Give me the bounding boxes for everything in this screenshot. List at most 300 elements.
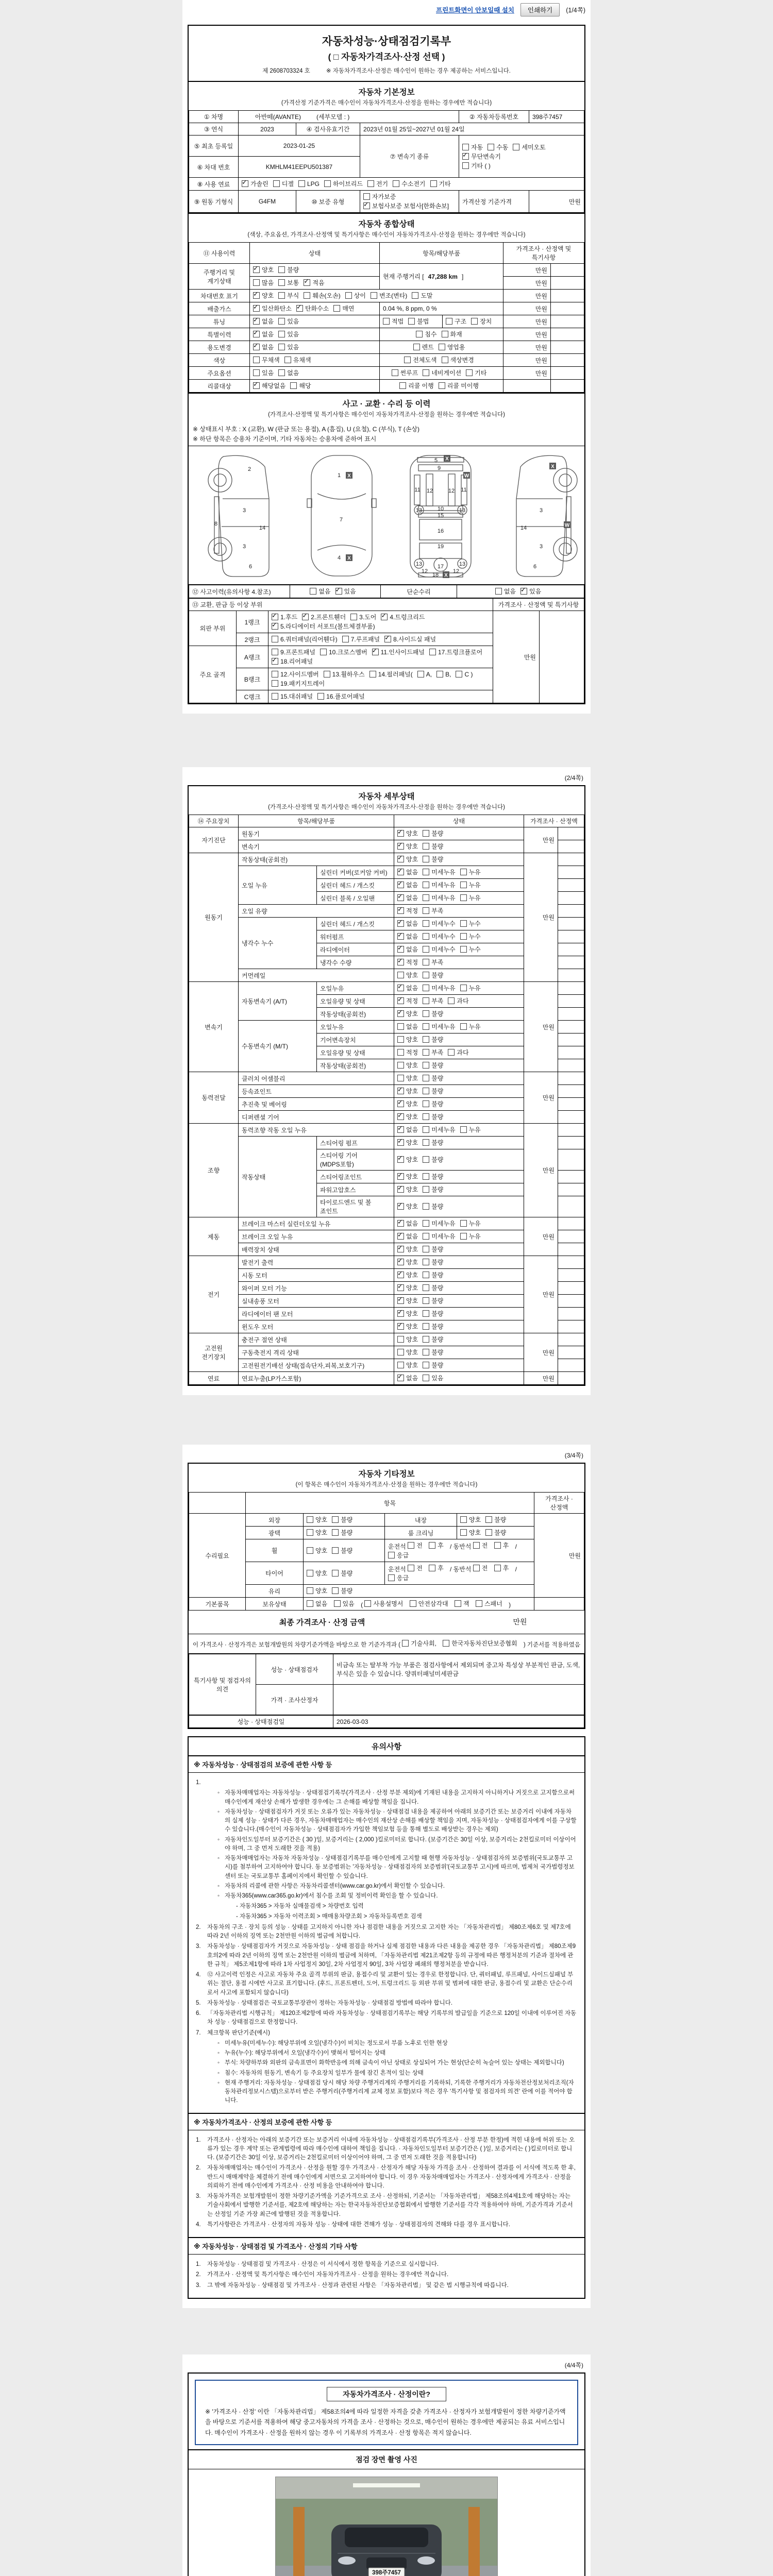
checkbox-option[interactable] [423,958,443,967]
unchecked-checkbox-icon[interactable] [423,959,429,965]
checkbox-option[interactable] [397,1322,418,1331]
checkbox-option[interactable] [413,343,434,351]
checkbox-option[interactable] [397,829,418,838]
unchecked-checkbox-icon[interactable] [404,357,411,363]
checkbox-option[interactable] [429,1564,444,1572]
checkbox-option[interactable] [423,1322,443,1331]
unchecked-checkbox-icon[interactable] [332,1587,339,1594]
checkbox-option[interactable] [278,330,299,338]
unchecked-checkbox-icon[interactable] [423,1297,429,1304]
checked-checkbox-icon[interactable] [397,1272,404,1278]
unchecked-checkbox-icon[interactable] [423,1100,429,1107]
checkbox-option[interactable] [473,1541,488,1550]
unchecked-checkbox-icon[interactable] [494,1542,501,1549]
unchecked-checkbox-icon[interactable] [423,1062,429,1069]
unchecked-checkbox-icon[interactable] [408,318,415,325]
checkbox-option[interactable] [335,587,356,596]
checkbox-option[interactable] [412,291,432,300]
checkbox-option[interactable] [408,1541,423,1550]
checked-checkbox-icon[interactable] [397,1010,404,1017]
checkbox-option[interactable] [388,1551,409,1560]
checkbox-option[interactable] [455,1599,469,1608]
checkbox-option[interactable] [460,919,481,928]
checkbox-option[interactable] [332,1586,352,1595]
checkbox-option[interactable] [397,880,418,889]
unchecked-checkbox-icon[interactable] [397,1349,404,1355]
checkbox-option[interactable] [278,291,299,300]
checkbox-option[interactable] [423,855,443,863]
checkbox-option[interactable] [324,670,365,679]
checked-checkbox-icon[interactable] [397,1088,404,1094]
unchecked-checkbox-icon[interactable] [298,180,305,187]
unchecked-checkbox-icon[interactable] [462,162,469,169]
checkbox-option[interactable] [320,648,367,656]
checked-checkbox-icon[interactable] [397,856,404,862]
checked-checkbox-icon[interactable] [242,180,248,187]
unchecked-checkbox-icon[interactable] [423,1186,429,1193]
checkbox-option[interactable] [397,958,418,967]
checkbox-option[interactable] [397,945,418,954]
checkbox-option[interactable] [397,971,418,979]
checkbox-option[interactable] [332,1515,352,1524]
checkbox-option[interactable] [324,179,363,188]
checkbox-option[interactable] [423,919,455,928]
unchecked-checkbox-icon[interactable] [460,1516,467,1523]
checked-checkbox-icon[interactable] [397,933,404,940]
checkbox-option[interactable] [460,880,481,889]
checkbox-option[interactable] [423,1202,443,1211]
unchecked-checkbox-icon[interactable] [423,907,429,914]
checked-checkbox-icon[interactable] [253,344,260,350]
checkbox-option[interactable] [423,893,455,902]
unchecked-checkbox-icon[interactable] [423,972,429,978]
checkbox-option[interactable] [439,381,479,390]
checkbox-option[interactable] [253,343,274,351]
checkbox-option[interactable] [462,152,501,161]
checked-checkbox-icon[interactable] [397,959,404,965]
checkbox-option[interactable] [460,1528,481,1537]
checkbox-option[interactable] [332,1569,352,1578]
unchecked-checkbox-icon[interactable] [423,1349,429,1355]
checkbox-option[interactable] [397,1074,418,1082]
checkbox-option[interactable] [253,381,285,390]
checked-checkbox-icon[interactable] [397,1126,404,1133]
unchecked-checkbox-icon[interactable] [383,318,390,325]
checkbox-option[interactable] [272,648,315,656]
checkbox-option[interactable] [430,179,451,188]
checked-checkbox-icon[interactable] [397,894,404,901]
checkbox-option[interactable] [242,179,268,188]
unchecked-checkbox-icon[interactable] [460,882,467,888]
checkbox-option[interactable] [460,932,481,941]
checked-checkbox-icon[interactable] [397,1220,404,1227]
checkbox-option[interactable] [397,1219,418,1228]
unchecked-checkbox-icon[interactable] [476,1600,482,1607]
checkbox-option[interactable] [253,304,292,313]
unchecked-checkbox-icon[interactable] [408,1565,414,1571]
unchecked-checkbox-icon[interactable] [423,1246,429,1252]
checkbox-option[interactable] [448,1048,468,1057]
checkbox-option[interactable] [397,1374,418,1382]
checkbox-option[interactable] [460,1022,481,1031]
checked-checkbox-icon[interactable] [253,292,260,299]
checkbox-option[interactable] [317,692,365,701]
unchecked-checkbox-icon[interactable] [439,382,445,389]
checkbox-option[interactable] [393,179,425,188]
unchecked-checkbox-icon[interactable] [423,946,429,953]
unchecked-checkbox-icon[interactable] [363,193,370,200]
checkbox-option[interactable] [423,1374,443,1382]
unchecked-checkbox-icon[interactable] [460,869,467,875]
unchecked-checkbox-icon[interactable] [397,1036,404,1043]
checkbox-option[interactable] [273,179,294,188]
checkbox-option[interactable] [253,368,274,377]
checkbox-option[interactable] [423,1009,443,1018]
unchecked-checkbox-icon[interactable] [397,1049,404,1056]
checkbox-option[interactable] [494,1541,509,1550]
checkbox-option[interactable] [456,671,473,678]
unchecked-checkbox-icon[interactable] [278,266,285,273]
checkbox-option[interactable] [272,679,325,688]
checkbox-option[interactable] [397,855,418,863]
unchecked-checkbox-icon[interactable] [278,318,285,325]
checkbox-option[interactable] [423,906,443,915]
unchecked-checkbox-icon[interactable] [430,180,437,187]
checkbox-option[interactable] [485,1528,506,1537]
checkbox-option[interactable] [423,1125,455,1134]
unchecked-checkbox-icon[interactable] [423,1023,429,1030]
checkbox-option[interactable] [278,343,299,351]
checkbox-option[interactable] [423,1172,443,1181]
checkbox-option[interactable] [397,1048,418,1057]
checked-checkbox-icon[interactable] [397,1100,404,1107]
checkbox-option[interactable] [392,368,418,377]
unchecked-checkbox-icon[interactable] [342,636,349,642]
checked-checkbox-icon[interactable] [335,588,342,595]
checkbox-option[interactable] [296,304,329,313]
unchecked-checkbox-icon[interactable] [332,1516,339,1523]
unchecked-checkbox-icon[interactable] [423,856,429,862]
checkbox-option[interactable] [423,1270,443,1279]
checkbox-option[interactable] [423,932,455,941]
checkbox-option[interactable] [397,1125,418,1134]
checkbox-option[interactable] [383,317,404,326]
checkbox-option[interactable] [404,355,436,364]
unchecked-checkbox-icon[interactable] [350,614,357,620]
checkbox-option[interactable] [466,368,486,377]
unchecked-checkbox-icon[interactable] [253,279,260,286]
checkbox-option[interactable] [369,670,413,679]
unchecked-checkbox-icon[interactable] [369,671,376,677]
unchecked-checkbox-icon[interactable] [429,649,436,655]
checkbox-option[interactable] [397,1296,418,1305]
unchecked-checkbox-icon[interactable] [423,1336,429,1343]
checkbox-option[interactable] [423,945,455,954]
unchecked-checkbox-icon[interactable] [423,894,429,901]
unchecked-checkbox-icon[interactable] [397,1062,404,1069]
checkbox-option[interactable] [372,648,425,656]
checkbox-option[interactable] [471,317,492,326]
unchecked-checkbox-icon[interactable] [460,946,467,953]
checkbox-option[interactable] [476,1599,502,1608]
checkbox-option[interactable] [423,1245,443,1253]
checkbox-option[interactable] [302,613,346,621]
unchecked-checkbox-icon[interactable] [423,1139,429,1146]
checkbox-option[interactable] [423,1061,443,1070]
unchecked-checkbox-icon[interactable] [423,933,429,940]
checked-checkbox-icon[interactable] [397,843,404,850]
checkbox-option[interactable] [397,1061,418,1070]
checkbox-option[interactable] [397,1009,418,1018]
checked-checkbox-icon[interactable] [384,636,391,642]
checkbox-option[interactable] [332,1546,352,1555]
checked-checkbox-icon[interactable] [462,153,469,160]
unchecked-checkbox-icon[interactable] [412,292,418,299]
checked-checkbox-icon[interactable] [520,588,527,595]
checkbox-option[interactable] [384,635,436,643]
unchecked-checkbox-icon[interactable] [388,1552,395,1558]
unchecked-checkbox-icon[interactable] [317,693,324,700]
unchecked-checkbox-icon[interactable] [442,357,448,363]
checkbox-option[interactable] [423,1219,455,1228]
checkbox-option[interactable] [442,355,474,364]
unchecked-checkbox-icon[interactable] [397,972,404,978]
unchecked-checkbox-icon[interactable] [278,369,285,376]
unchecked-checkbox-icon[interactable] [272,671,278,677]
unchecked-checkbox-icon[interactable] [324,180,331,187]
checkbox-option[interactable] [423,1035,443,1044]
unchecked-checkbox-icon[interactable] [423,985,429,991]
unchecked-checkbox-icon[interactable] [278,331,285,337]
checkbox-option[interactable] [423,1283,443,1292]
checkbox-option[interactable] [397,842,418,851]
unchecked-checkbox-icon[interactable] [460,1220,467,1227]
checkbox-option[interactable] [423,971,443,979]
checkbox-option[interactable] [423,1099,443,1108]
unchecked-checkbox-icon[interactable] [473,1565,480,1571]
checked-checkbox-icon[interactable] [296,305,303,312]
checkbox-option[interactable] [460,893,481,902]
checkbox-option[interactable] [345,291,366,300]
unchecked-checkbox-icon[interactable] [290,382,297,389]
checkbox-option[interactable] [253,265,274,274]
checkbox-option[interactable] [408,317,429,326]
unchecked-checkbox-icon[interactable] [423,1203,429,1210]
checkbox-option[interactable] [460,1232,481,1241]
checked-checkbox-icon[interactable] [272,658,278,665]
unchecked-checkbox-icon[interactable] [423,1156,429,1163]
checkbox-option[interactable] [284,355,311,364]
checkbox-option[interactable] [397,919,418,928]
checkbox-option[interactable] [397,1099,418,1108]
checkbox-option[interactable] [397,932,418,941]
checkbox-option[interactable] [397,1232,418,1241]
checkbox-option[interactable] [423,1348,443,1357]
checkbox-option[interactable] [423,1155,443,1164]
unchecked-checkbox-icon[interactable] [307,1570,313,1577]
unchecked-checkbox-icon[interactable] [408,1542,414,1549]
unchecked-checkbox-icon[interactable] [307,1600,313,1607]
checkbox-option[interactable] [423,1232,455,1241]
unchecked-checkbox-icon[interactable] [397,1023,404,1030]
unchecked-checkbox-icon[interactable] [402,1640,409,1647]
unchecked-checkbox-icon[interactable] [423,1036,429,1043]
unchecked-checkbox-icon[interactable] [397,1336,404,1343]
unchecked-checkbox-icon[interactable] [423,997,429,1004]
unchecked-checkbox-icon[interactable] [495,588,502,595]
unchecked-checkbox-icon[interactable] [423,1173,429,1180]
unchecked-checkbox-icon[interactable] [460,894,467,901]
checkbox-option[interactable] [485,1515,506,1524]
unchecked-checkbox-icon[interactable] [423,1375,429,1381]
unchecked-checkbox-icon[interactable] [423,1113,429,1120]
checkbox-option[interactable] [397,1138,418,1147]
checkbox-option[interactable] [429,1541,444,1550]
unchecked-checkbox-icon[interactable] [332,1547,339,1554]
checked-checkbox-icon[interactable] [253,266,260,273]
checkbox-option[interactable] [397,1361,418,1369]
checkbox-option[interactable] [307,1546,327,1555]
unchecked-checkbox-icon[interactable] [460,933,467,940]
checked-checkbox-icon[interactable] [397,1259,404,1265]
checkbox-option[interactable] [397,1035,418,1044]
checkbox-option[interactable] [460,1219,481,1228]
checkbox-option[interactable] [363,192,396,201]
checkbox-option[interactable] [423,1335,443,1344]
checkbox-option[interactable] [446,317,466,326]
checked-checkbox-icon[interactable] [397,907,404,914]
unchecked-checkbox-icon[interactable] [423,1220,429,1227]
unchecked-checkbox-icon[interactable] [367,180,374,187]
unchecked-checkbox-icon[interactable] [466,369,473,376]
unchecked-checkbox-icon[interactable] [439,344,445,350]
checkbox-option[interactable] [460,984,481,992]
checkbox-option[interactable] [397,984,418,992]
checkbox-option[interactable] [307,1515,327,1524]
checkbox-option[interactable] [307,1569,327,1578]
unchecked-checkbox-icon[interactable] [446,318,452,325]
checkbox-option[interactable] [272,622,375,631]
unchecked-checkbox-icon[interactable] [332,1529,339,1536]
checkbox-option[interactable] [397,1112,418,1121]
unchecked-checkbox-icon[interactable] [460,985,467,991]
checked-checkbox-icon[interactable] [253,331,260,337]
checked-checkbox-icon[interactable] [302,614,309,620]
checkbox-option[interactable] [397,1172,418,1181]
checkbox-option[interactable] [350,613,376,621]
unchecked-checkbox-icon[interactable] [423,1259,429,1265]
checked-checkbox-icon[interactable] [397,1297,404,1304]
unchecked-checkbox-icon[interactable] [443,1640,449,1647]
install-print-helper-link[interactable]: 프린트화면이 안보일때 설치 [436,7,514,14]
checkbox-option[interactable] [513,143,545,151]
unchecked-checkbox-icon[interactable] [436,671,443,677]
unchecked-checkbox-icon[interactable] [399,382,406,389]
checked-checkbox-icon[interactable] [397,1310,404,1317]
checkbox-option[interactable] [272,657,313,666]
unchecked-checkbox-icon[interactable] [392,369,398,376]
checkbox-option[interactable] [462,161,491,170]
checked-checkbox-icon[interactable] [363,202,370,209]
unchecked-checkbox-icon[interactable] [278,292,285,299]
checkbox-option[interactable] [429,648,482,656]
checked-checkbox-icon[interactable] [381,614,388,620]
checked-checkbox-icon[interactable] [397,920,404,927]
checked-checkbox-icon[interactable] [372,649,379,655]
checkbox-option[interactable] [423,984,455,992]
checked-checkbox-icon[interactable] [397,1284,404,1291]
checkbox-option[interactable] [397,1348,418,1357]
checkbox-option[interactable] [397,1022,418,1031]
unchecked-checkbox-icon[interactable] [485,1516,492,1523]
checkbox-option[interactable] [397,1202,418,1211]
checkbox-option[interactable] [473,1564,488,1572]
unchecked-checkbox-icon[interactable] [273,180,280,187]
checked-checkbox-icon[interactable] [397,1203,404,1210]
checkbox-option[interactable] [423,1074,443,1082]
checkbox-option[interactable] [448,996,468,1005]
checkbox-option[interactable] [397,1270,418,1279]
checkbox-option[interactable] [423,829,443,838]
unchecked-checkbox-icon[interactable] [416,331,423,337]
checkbox-option[interactable] [439,343,465,351]
checkbox-option[interactable] [332,1528,352,1537]
unchecked-checkbox-icon[interactable] [455,1600,461,1607]
checkbox-option[interactable] [278,317,299,326]
unchecked-checkbox-icon[interactable] [307,1516,313,1523]
checkbox-option[interactable] [423,1361,443,1369]
unchecked-checkbox-icon[interactable] [473,1542,480,1549]
checkbox-option[interactable] [363,201,449,210]
unchecked-checkbox-icon[interactable] [448,1049,455,1056]
checkbox-option[interactable] [307,1586,327,1595]
unchecked-checkbox-icon[interactable] [320,649,327,655]
checkbox-option[interactable] [423,880,455,889]
checkbox-option[interactable] [402,1639,436,1648]
checkbox-option[interactable] [494,1564,509,1572]
checkbox-option[interactable] [423,1185,443,1194]
checkbox-option[interactable] [417,671,432,678]
checkbox-option[interactable] [272,670,319,679]
unchecked-checkbox-icon[interactable] [272,649,278,655]
unchecked-checkbox-icon[interactable] [364,1600,371,1607]
checkbox-option[interactable] [423,1296,443,1305]
checked-checkbox-icon[interactable] [253,382,260,389]
unchecked-checkbox-icon[interactable] [423,1010,429,1017]
checkbox-option[interactable] [307,1528,327,1537]
checkbox-option[interactable] [278,278,299,287]
checkbox-option[interactable] [307,1599,327,1608]
checkbox-option[interactable] [410,1599,448,1608]
checkbox-option[interactable] [334,1599,355,1608]
checked-checkbox-icon[interactable] [397,985,404,991]
unchecked-checkbox-icon[interactable] [460,1233,467,1240]
checkbox-option[interactable] [397,1258,418,1266]
unchecked-checkbox-icon[interactable] [423,882,429,888]
unchecked-checkbox-icon[interactable] [397,1362,404,1368]
checkbox-option[interactable] [310,587,330,596]
checkbox-option[interactable] [333,304,354,313]
unchecked-checkbox-icon[interactable] [413,344,420,350]
checkbox-option[interactable] [272,613,297,621]
unchecked-checkbox-icon[interactable] [423,1049,429,1056]
checkbox-option[interactable] [304,278,324,287]
unchecked-checkbox-icon[interactable] [423,1075,429,1081]
unchecked-checkbox-icon[interactable] [423,920,429,927]
unchecked-checkbox-icon[interactable] [494,1565,501,1571]
checkbox-option[interactable] [397,996,418,1005]
checkbox-option[interactable] [253,317,274,326]
